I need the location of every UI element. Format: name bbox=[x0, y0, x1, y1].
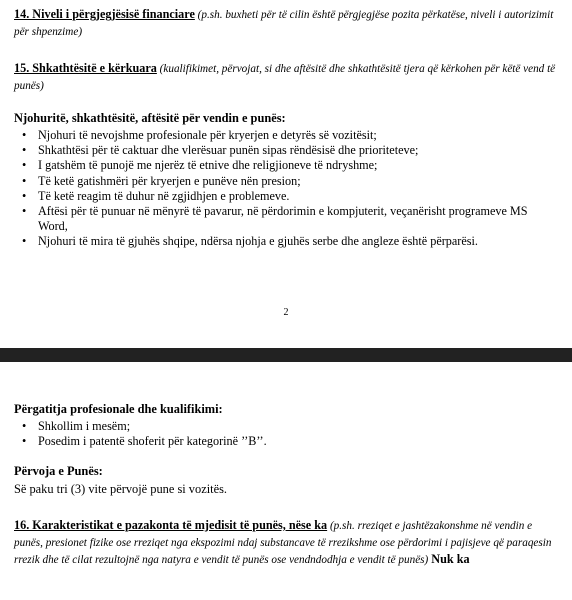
list-item: • Shkathtësi për të caktuar dhe vlerësuar punën sipas rëndësisë dhe prioriteteve; bbox=[14, 143, 534, 158]
exp-heading: Përvoja e Punës: bbox=[14, 464, 103, 478]
list-item: • Të ketë reagim të duhur në zgjidhjen e problemeve. bbox=[14, 189, 534, 204]
list-item: • Njohuri të mira të gjuhës shqipe, ndërsa njohja e gjuhës serbe dhe angleze është përparësi. bbox=[14, 234, 534, 249]
exp-text: Së paku tri (3) vite përvojë pune si vozitës. bbox=[14, 482, 227, 496]
skills-list bbox=[14, 128, 534, 250]
page-number: 2 bbox=[283, 307, 289, 318]
section-14-heading: 14. Niveli i përgjegjësisë financiare bbox=[14, 7, 195, 21]
page-separator bbox=[0, 348, 572, 362]
section-16-heading: 16. Karakteristikat e pazakonta të mjedisit të punës, nëse ka bbox=[14, 518, 328, 532]
section-15-heading: 15. Shkathtësitë e kërkuara bbox=[14, 61, 157, 75]
list-item: • Njohuri të nevojshme profesionale për kryerjen e detyrës së vozitësit; bbox=[14, 128, 534, 143]
section-14 bbox=[14, 6, 556, 40]
section-14-note: (p.sh. buxheti për të cilin është përgjegjëse pozita përkatëse, niveli i autorizimit për shpenzime) bbox=[14, 9, 554, 38]
list-item: • Posedim i patentë shoferit për kategorinë ’’B’’. bbox=[14, 434, 556, 449]
section-16 bbox=[14, 517, 556, 568]
prep-list bbox=[14, 419, 556, 449]
section-15-note: (kualifikimet, përvojat, si dhe aftësitë dhe shkathtësitë tjera që kërkohen për këtë vend të punës) bbox=[14, 63, 556, 92]
section-15 bbox=[14, 60, 556, 94]
list-item: • Aftësi për të punuar në mënyrë të pavarur, në përdorimin e kompjuterit, veçanërisht programeve MS Word, bbox=[14, 204, 534, 234]
section-16-note: (p.sh. rreziqet e jashtëzakonshme në vendin e punës, presionet fizike ose rreziqet nga ekspozimi ndaj substancave të rrezikshme ose përdorimi i pajisjeve që paraqesin rrezik dhe të cilat rezultojnë nga natyra e vendit të punës ose vendndodhja e vendit të punës) bbox=[14, 520, 552, 566]
list-item: • Të ketë gatishmëri për kryerjen e punëve nën presion; bbox=[14, 174, 534, 189]
document-page-2 bbox=[0, 362, 572, 600]
list-item: • I gatshëm të punojë me njerëz të etnive dhe religjioneve të ndryshme; bbox=[14, 158, 534, 173]
list-item: • Shkollim i mesëm; bbox=[14, 419, 556, 434]
prep-heading: Përgatitja profesionale dhe kualifikimi: bbox=[14, 402, 223, 416]
skills-heading: Njohuritë, shkathtësitë, aftësitë për vendin e punës: bbox=[14, 111, 286, 125]
section-16-answer: Nuk ka bbox=[428, 552, 470, 566]
